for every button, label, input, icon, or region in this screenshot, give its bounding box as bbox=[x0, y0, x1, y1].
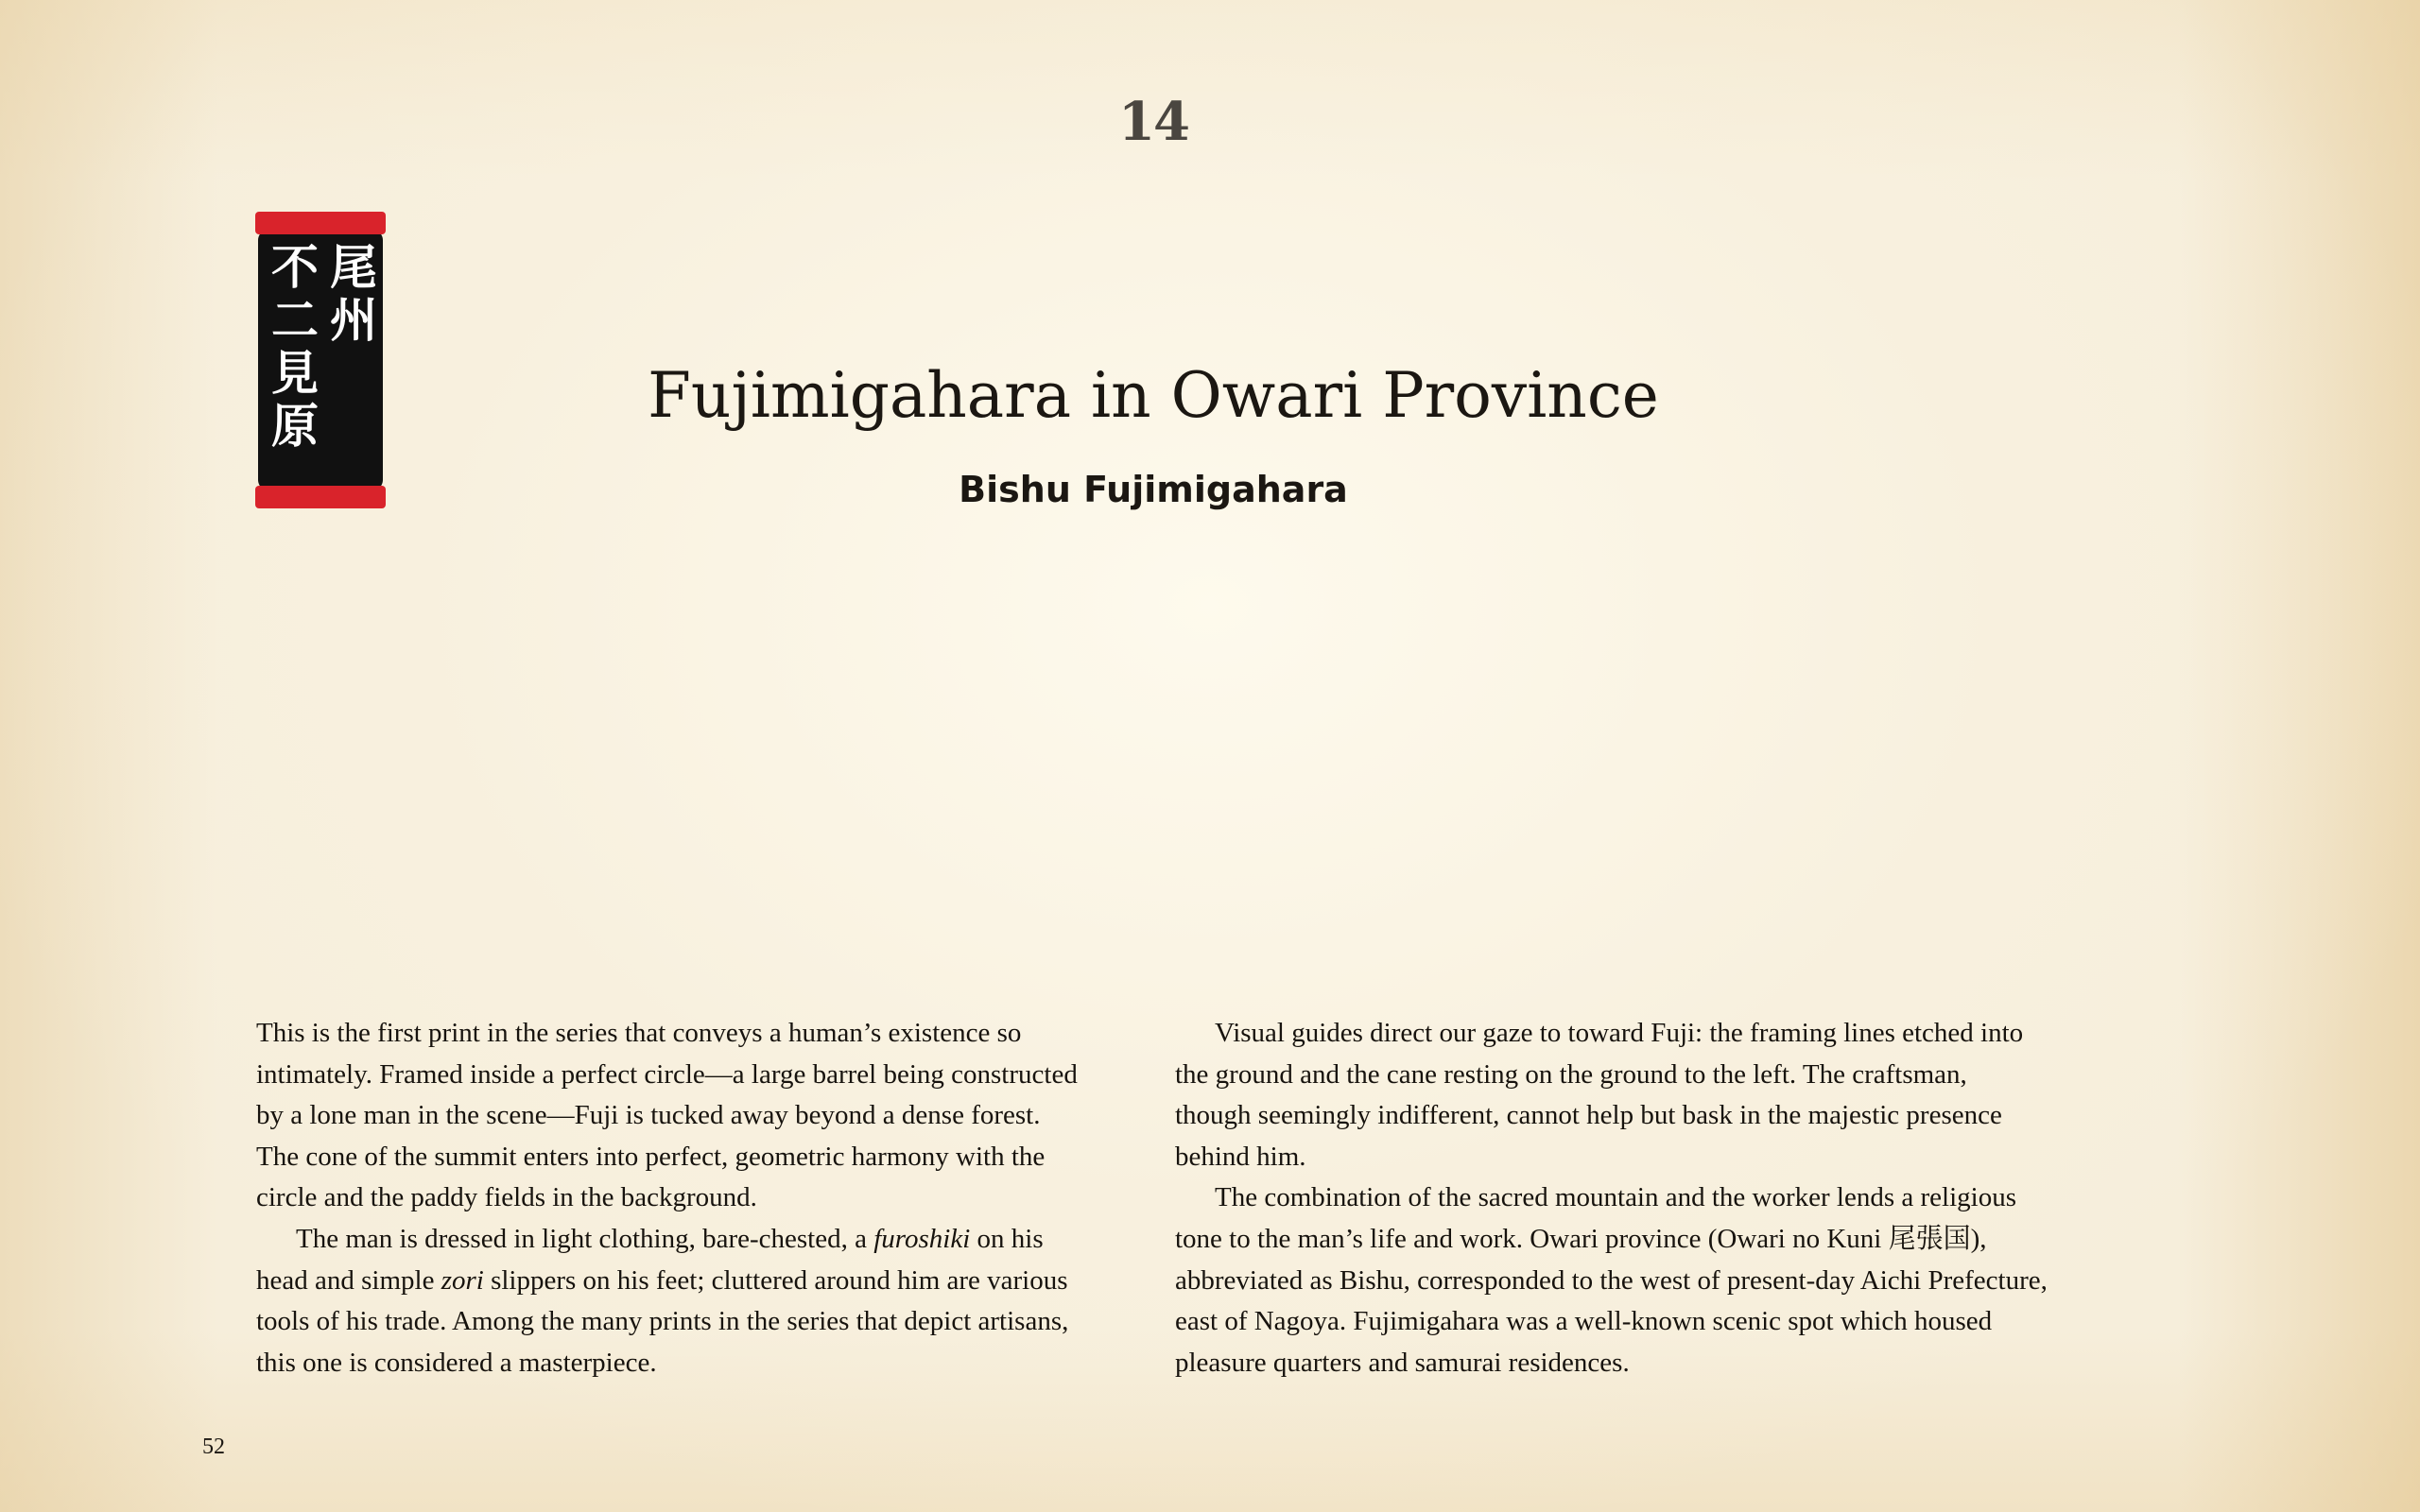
seal-left-column: 不二見原 bbox=[264, 242, 319, 454]
seal-bottom-band bbox=[255, 486, 386, 508]
paragraph-text: on his head and simple bbox=[256, 1223, 1044, 1296]
page-subtitle: Bishu Fujimigahara bbox=[959, 469, 1348, 510]
paragraph: Visual guides direct our gaze to toward Fuji: the framing lines etched into the ground and the cane resting on the ground to the left. The craftsman, though seemingly indifferent, cannot help but bask in the majestic presence behind him. bbox=[1175, 1018, 2024, 1172]
body-column-right bbox=[1175, 1013, 2049, 1383]
italic-term: zori bbox=[441, 1264, 484, 1296]
paragraph: This is the first print in the series that conveys a human’s existence so intimately. Framed inside a perfect circle—a large barrel being constructed by a lone man in the scene—Fuji is tucked away beyond a dense forest. The cone of the summit enters into perfect, geometric harmony with the circle and the paddy fields in the background. bbox=[256, 1018, 1078, 1213]
paragraph bbox=[256, 1219, 1088, 1383]
italic-term: furoshiki bbox=[873, 1223, 971, 1254]
paragraph-text: The man is dressed in light clothing, bare-chested, a bbox=[296, 1223, 874, 1254]
body-column-left bbox=[256, 1013, 1088, 1383]
page-number: 52 bbox=[202, 1435, 225, 1459]
seal-right-column: 尾州 bbox=[322, 242, 377, 348]
seal-text bbox=[255, 242, 386, 478]
paragraph: The combination of the sacred mountain and the worker lends a religious tone to the man’s life and work. Owari province (Owari no Kuni 尾張国), abbreviated as Bishu, corresponded to the west of present-day Aichi Prefecture, east of Nagoya. Fujimigahara was a well-known scenic spot which housed pleasure quarters and samurai residences. bbox=[1175, 1182, 2048, 1378]
title-seal bbox=[255, 212, 386, 508]
seal-top-band bbox=[255, 212, 386, 234]
chapter-number: 14 bbox=[1118, 91, 1188, 153]
paragraph-text: slippers on his feet; cluttered around him are various tools of his trade. Among the many prints in the series that depict artisans, this one is considered a masterpiece. bbox=[256, 1264, 1069, 1378]
page-title: Fujimigahara in Owari Province bbox=[648, 359, 1659, 432]
